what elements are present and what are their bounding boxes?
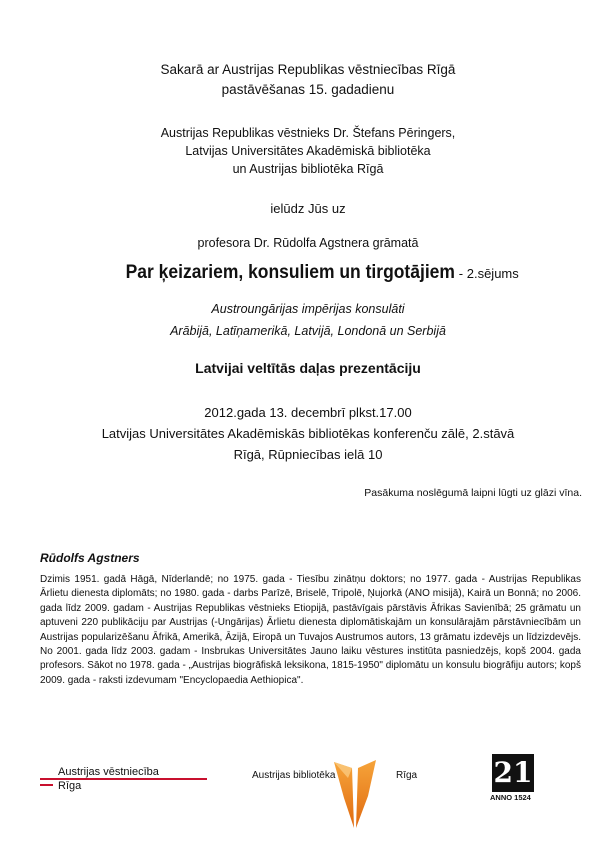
embassy-logo-dash — [40, 784, 53, 786]
subtitle-line-1: Austroungārijas impērijas konsulāti — [211, 302, 405, 316]
anno-logo-text: ANNO 1524 — [490, 793, 531, 802]
book-title: Par ķeizariem, konsuliem un tirgotājiem — [125, 262, 456, 283]
book-title-line — [0, 260, 616, 287]
book-subtitle — [0, 298, 616, 342]
event-datetime: 2012.gada 13. decembrī plkst.17.00 — [204, 405, 412, 420]
library-logo-emblem-icon — [330, 758, 380, 830]
anno-logo-mark-icon: 21 — [492, 754, 534, 792]
embassy-logo — [40, 766, 210, 796]
bio-text: Dzimis 1951. gadā Hāgā, Nīderlandē; no 1975. gada - Tiesību zinātņu doktors; no 1977. gada - Austrijas Republikas Ārlietu dienesta diplomāts; no 1980. gada - darbs Parīzē, Briselē, Tripolē, Ņujorkā (ANO misijā), Kairā un Bonnā; no 2006. gada līdz 2009. gadam - Austrijas Republikas vēstnieks Etiopijā, pastāvīgais pārstāvis Āfrikas Savienībā; 25 grāmatu un aptuveni 220 publikāciju par Austrijas (-Ungārijas) Ārlietu dienesta diplomātiskajām un konsulārajām pārstāvniecībām un Austrijas popularizēšanu Āfrikā, Amerikā, Āzijā, Eiropā un Tuvajos Austrumos autors, 13 grāmatu izdevējs un līdzizdevējs. No 2001. gada līdz 2003. gadam - Insbrukas Universitātes Jauno laiku vēstures institūta pasniedzējs, kopš 2004. gada profesors. Sākot no 1978. gada - „Austrijas biogrāfiskā leksikona, 1815-1950" diplomātu un konsulu biogrāfiju autors; kopš 2009. gada - raksti izdevumam "Encyclopaedia Aethiopica". — [40, 574, 581, 686]
embassy-logo-line-2: Rīga — [58, 780, 82, 792]
intro-line-2: pastāvēšanas 15. gadadienu — [221, 82, 395, 97]
event-address: Rīgā, Rūpniecības ielā 10 — [233, 447, 383, 462]
hosts-line-1: Austrijas Republikas vēstnieks Dr. Štefans Pēringers, — [160, 126, 456, 140]
hosts-block — [0, 124, 616, 178]
event-venue: Latvijas Universitātes Akadēmiskās bibliotēkas konferenču zālē, 2.stāvā — [101, 426, 515, 441]
hosts-line-3: un Austrijas bibliotēka Rīgā — [232, 162, 384, 176]
intro-line-1: Sakarā ar Austrijas Republikas vēstniecības Rīgā — [160, 62, 456, 77]
event-details — [0, 402, 616, 465]
wine-note: Pasākuma noslēgumā laipni lūgti uz glāzi vīna. — [364, 487, 582, 499]
library-logo-left-text: Austrijas bibliotēka — [252, 770, 336, 781]
presentation-text: Latvijai veltītās daļas prezentāciju — [195, 360, 421, 376]
subtitle-line-2: Arābijā, Latīņamerikā, Latvijā, Londonā un Serbijā — [170, 324, 446, 338]
library-logo — [252, 758, 432, 838]
hosts-line-2: Latvijas Universitātes Akadēmiskā bibliotēka — [185, 144, 431, 158]
book-intro: profesora Dr. Rūdolfa Agstnera grāmatā — [197, 236, 419, 250]
anno-logo — [490, 754, 540, 804]
book-volume: - 2.sējums — [455, 266, 519, 281]
intro-block — [0, 60, 616, 100]
library-logo-right-text: Rīga — [396, 770, 418, 781]
invite-text: ielūdz Jūs uz — [270, 201, 346, 216]
embassy-logo-line-1: Austrijas vēstniecība — [58, 766, 159, 778]
bio-name: Rūdolfs Agstners — [40, 551, 140, 565]
